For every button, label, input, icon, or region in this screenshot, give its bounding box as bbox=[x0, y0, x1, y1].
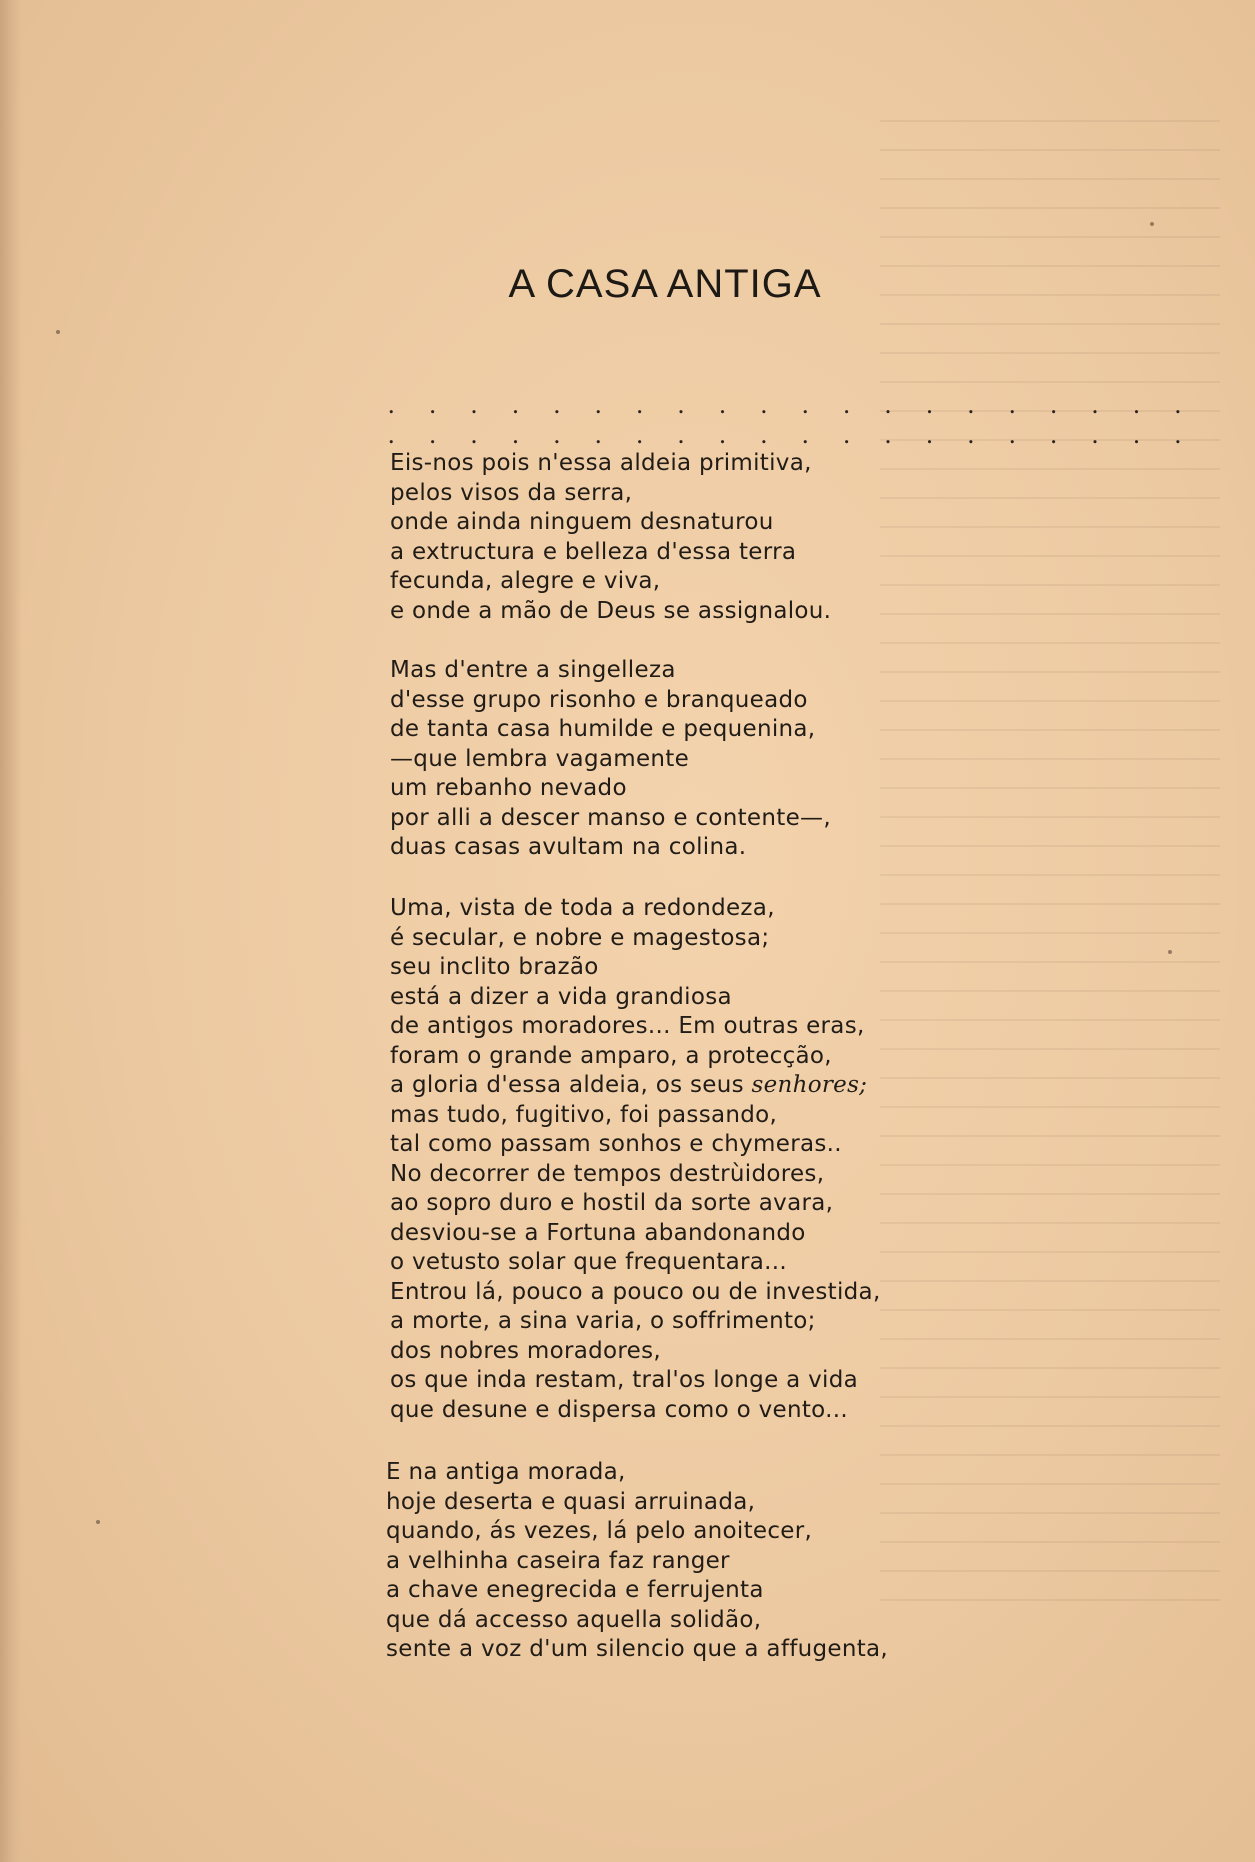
poem-title: A CASA ANTIGA bbox=[508, 262, 822, 306]
poem-line: a morte, a sina varia, o soffrimento; bbox=[390, 1308, 816, 1334]
poem-line: pelos visos da serra, bbox=[390, 479, 633, 506]
poem-line: No decorrer de tempos destrùidores, bbox=[390, 1160, 825, 1187]
poem-line: um rebanho nevado bbox=[390, 775, 627, 801]
poem-line: Eis-nos pois n'essa aldeia primitiva, bbox=[390, 450, 812, 476]
poem-line: a chave enegrecida e ferrujenta bbox=[386, 1577, 764, 1603]
poem-line: é secular, e nobre e magestosa; bbox=[390, 924, 770, 951]
poem-line: de antigos moradores... Em outras eras, bbox=[390, 1013, 865, 1039]
poem-line: tal como passam sonhos e chymeras.. bbox=[390, 1131, 842, 1157]
poem-line: e onde a mão de Deus se assignalou. bbox=[390, 597, 832, 624]
poem-line: sente a voz d'um silencio que a affugenta, bbox=[386, 1636, 889, 1662]
poem-line: Entrou lá, pouco a pouco ou de investida, bbox=[390, 1278, 881, 1305]
poem-line: ao sopro duro e hostil da sorte avara, bbox=[390, 1190, 834, 1216]
poem-line: Uma, vista de toda a redondeza, bbox=[390, 895, 775, 921]
paper-speck bbox=[1150, 222, 1154, 226]
paper-speck bbox=[56, 330, 60, 334]
poem-line: os que inda restam, tral'os longe a vida bbox=[390, 1367, 859, 1393]
poem-line: a velhinha caseira faz ranger bbox=[386, 1547, 730, 1574]
poem-line: quando, ás vezes, lá pelo anoitecer, bbox=[386, 1518, 813, 1544]
ellipsis-row: . . . . . . . . . . . . . . . . . . . . bbox=[388, 390, 1196, 419]
stanza bbox=[390, 656, 831, 863]
poem-line-text: a gloria d'essa aldeia, os seus bbox=[390, 1072, 752, 1098]
poem-line: E na antiga morada, bbox=[386, 1459, 626, 1485]
show-through-text bbox=[880, 120, 1220, 1620]
poem-line: que dá accesso aquella solidão, bbox=[386, 1606, 762, 1633]
poem-line: dos nobres moradores, bbox=[390, 1337, 662, 1364]
poem-line: fecunda, alegre e viva, bbox=[390, 568, 661, 594]
poem-line: duas casas avultam na colina. bbox=[390, 834, 747, 860]
poem-line: hoje deserta e quasi arruinada, bbox=[386, 1488, 756, 1515]
poem-line: d'esse grupo risonho e branqueado bbox=[390, 686, 808, 713]
poem-line: o vetusto solar que frequentara... bbox=[390, 1249, 787, 1275]
poem-line: Mas d'entre a singelleza bbox=[390, 657, 676, 683]
poem-line: foram o grande amparo, a protecção, bbox=[390, 1042, 832, 1069]
poem-line bbox=[390, 1071, 881, 1101]
paper-speck bbox=[96, 1520, 100, 1524]
stanza bbox=[390, 894, 881, 1425]
poem-line: de tanta casa humilde e pequenina, bbox=[390, 716, 816, 742]
paper-speck bbox=[1168, 950, 1172, 954]
poem-line: a extructura e belleza d'essa terra bbox=[390, 538, 797, 565]
poem-line-italic: senhores; bbox=[751, 1072, 868, 1098]
poem-line: mas tudo, fugitivo, foi passando, bbox=[390, 1101, 778, 1128]
poem-line: por alli a descer manso e contente—, bbox=[390, 804, 831, 831]
poem-line: desviou-se a Fortuna abandonando bbox=[390, 1219, 806, 1246]
stanza bbox=[390, 449, 831, 626]
poem-line: que desune e dispersa como o vento... bbox=[390, 1396, 848, 1423]
poem-line: —que lembra vagamente bbox=[390, 745, 690, 772]
poem-line: onde ainda ninguem desnaturou bbox=[390, 509, 774, 535]
poem-line: seu inclito brazão bbox=[390, 954, 599, 980]
ellipsis-row: . . . . . . . . . . . . . . . . . . . . bbox=[388, 420, 1196, 449]
stanza bbox=[386, 1458, 888, 1665]
poem-line: está a dizer a vida grandiosa bbox=[390, 983, 732, 1010]
